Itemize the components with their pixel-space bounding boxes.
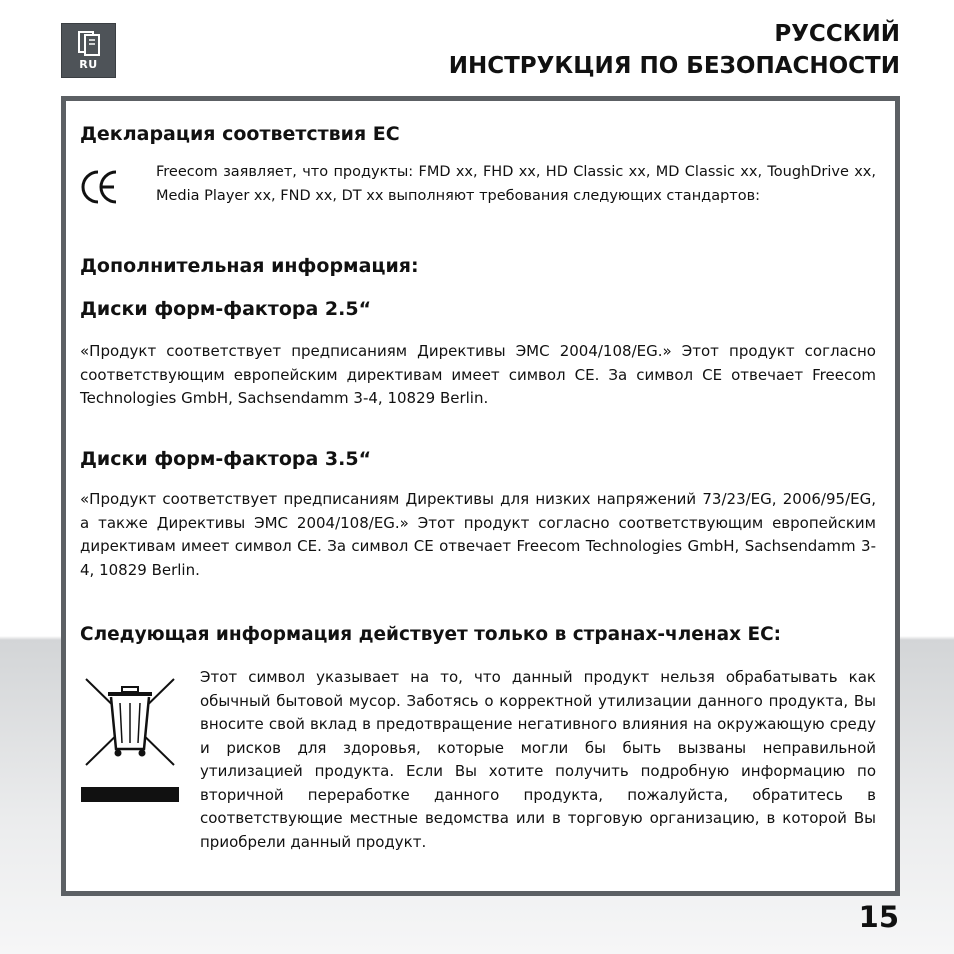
title-section: ИНСТРУКЦИЯ ПО БЕЗОПАСНОСТИ xyxy=(448,53,900,79)
drives-35-heading: Диски форм-фактора 3.5“ xyxy=(80,448,372,470)
weee-underline-bar xyxy=(81,787,179,802)
document-icon xyxy=(77,30,101,56)
declaration-heading: Декларация соответствия ЕС xyxy=(80,123,400,145)
language-code: RU xyxy=(79,58,98,71)
ce-mark-icon xyxy=(80,167,120,207)
content-frame xyxy=(61,96,900,896)
additional-heading: Дополнительная информация: xyxy=(80,255,419,277)
crossed-bin-icon xyxy=(80,673,180,783)
title-language: РУССКИЙ xyxy=(774,21,900,47)
declaration-text: Freecom заявляет, что продукты: FMD xx, FHD xx, HD Classic xx, MD Classic xx, ToughDrive xx, Media Player xx, FND xx, DT xx выполняют требования следующих стандартов: xyxy=(156,164,876,204)
drives-25-heading: Диски форм-фактора 2.5“ xyxy=(80,298,372,320)
page-number: 15 xyxy=(858,900,899,934)
eu-only-heading: Следующая информация действует только в странах-членах ЕС: xyxy=(80,624,782,645)
language-badge xyxy=(61,23,116,78)
drives-35-text: «Продукт соответствует предписаниям Директивы для низких напряжений 73/23/EG, 2006/95/EG, а также Директивы ЭМС 2004/108/EG.» Этот продукт согласно соответствующим европейским директивам имеет символ CE. За символ CE отвечает Freecom Technologies GmbH, Sachsendamm 3-4, 10829 Berlin. xyxy=(80,490,876,579)
eu-only-text: Этот символ указывает на то, что данный продукт нельзя обрабатывать как обычный бытовой мусор. Заботясь о корректной утилизации данного продукта, Вы вносите свой вклад в предотвращение негативного влияния на окружающую среду и рисков для здоровья, которые могли бы быть вызваны неправильной утилизацией продукта. Если Вы хотите получить подробную информацию по вторичной переработке данного продукта, пожалуйста, обратитесь в соответствующие местные ведомства или в торговую организацию, в которой Вы приобрели данный продукт. xyxy=(200,668,876,851)
page-title xyxy=(449,18,900,82)
drives-25-text: «Продукт соответствует предписаниям Директивы ЭМС 2004/108/EG.» Этот продукт согласно соответствующим европейским директивам имеет символ CE. За символ CE отвечает Freecom Technologies GmbH, Sachsendamm 3-4, 10829 Berlin. xyxy=(80,342,876,407)
